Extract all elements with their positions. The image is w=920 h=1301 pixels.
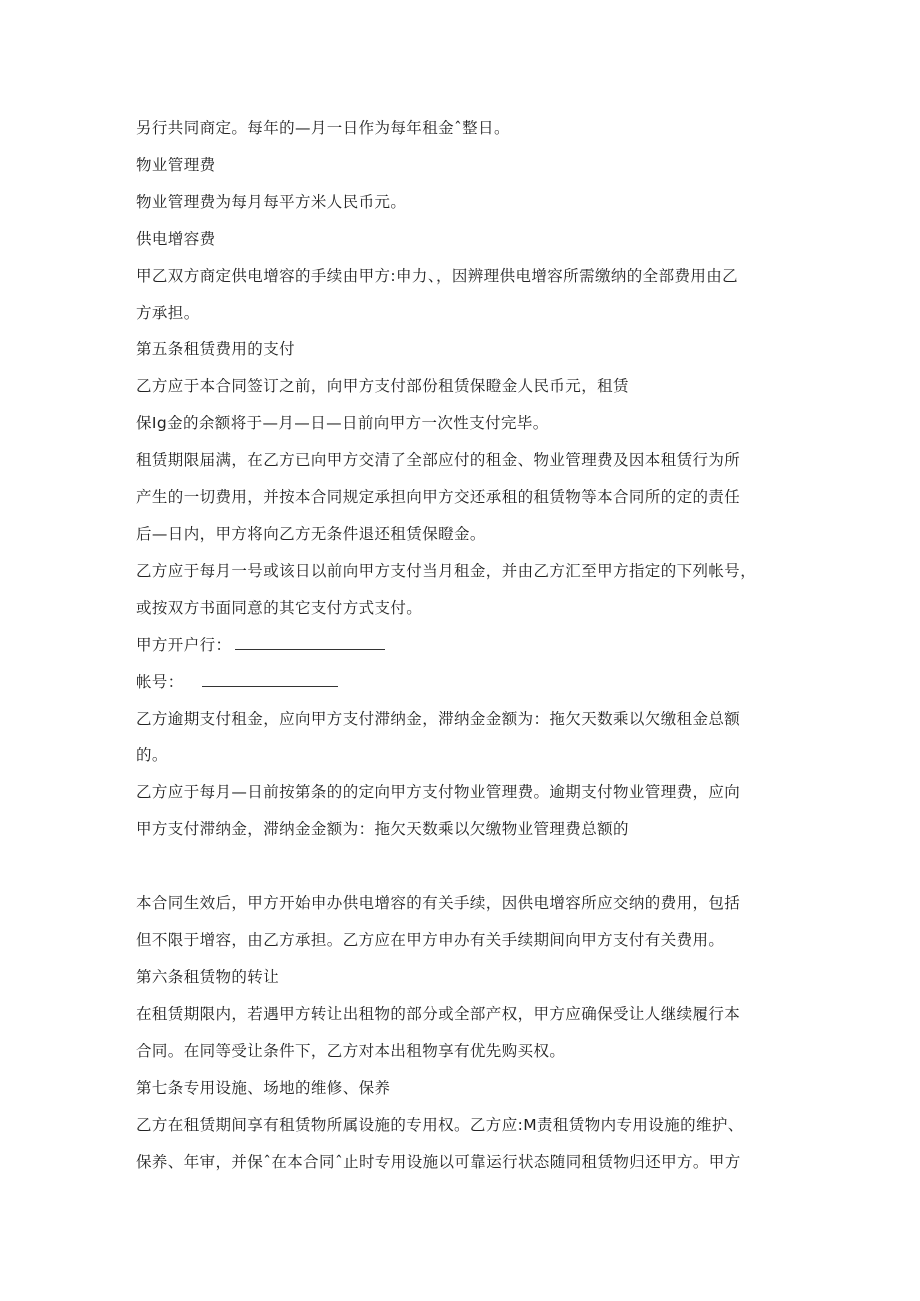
- body-text-line: 甲乙双方商定供电增容的手续由甲方:申力、，因辨理供电增容所需缴纳的全部费用由乙: [136, 267, 739, 285]
- body-text-line: 乙方逾期支付租金，应向甲方支付滞纳金，滞纳金金额为：拖欠天数乘以欠缴租金总额: [136, 710, 741, 728]
- body-text-line: 保Ig金的余额将于—月—日—日前向甲方一次性支付完毕。: [136, 414, 549, 432]
- body-text-line: 物业管理费为每月每平方米人民币元。: [136, 193, 407, 211]
- body-text-line: 的。: [136, 746, 168, 764]
- body-text-line: 甲方支付滞纳金，滞纳金金额为：拖欠天数乘以欠缴物业管理费总额的: [136, 820, 629, 838]
- bank-field-line: [136, 635, 385, 655]
- account-field-line: [136, 672, 338, 692]
- body-text-line: 合同。在同等受让条件下，乙方对本出租物享有优先购买权。: [136, 1042, 566, 1060]
- body-text-line: 另行共同商定。每年的—月一日作为每年租金ˆ整日。: [136, 119, 510, 137]
- section-heading: 物业管理费: [136, 156, 216, 174]
- article-heading: 第五条租赁费用的支付: [136, 340, 296, 358]
- body-text-line: 后—日内，甲方将向乙方无条件退还租赁保瞪金。: [136, 525, 486, 543]
- account-field-label: 帐号：: [136, 673, 184, 691]
- body-text-line: 或按双方书面同意的其它支付方式支付。: [136, 599, 423, 617]
- body-text-line: 但不限于增容，由乙方承担。乙方应在甲方申办有关手续期间向甲方支付有关费用。: [136, 931, 725, 949]
- bank-field-blank: [235, 635, 385, 650]
- body-text-line: 在租赁期限内，若遇甲方转让出租物的部分或全部产权，甲方应确保受让人继续履行本: [136, 1005, 741, 1023]
- body-text-line: 保养、年审，并保ˆ在本合同ˆ止时专用设施以可靠运行状态随同租赁物归还甲方。甲方: [136, 1153, 741, 1171]
- article-heading: 第六条租赁物的转让: [136, 968, 280, 986]
- body-text-line: 乙方应于每月—日前按第条的的定向甲方支付物业管理费。逾期支付物业管理费，应向: [136, 783, 741, 801]
- bank-field-label: 甲方开户行：: [136, 636, 232, 654]
- body-text-line: 乙方应于本合同签订之前，向甲方支付部份租赁保瞪金人民币元，租赁: [136, 377, 629, 395]
- body-text-line: 产生的一切费用，并按本合同规定承担向甲方交还承租的租赁物等本合同所的定的责任: [136, 488, 741, 506]
- account-field-blank: [202, 672, 338, 687]
- body-text-line: 乙方在租赁期间享有租赁物所属设施的专用权。乙方应:M责租赁物内专用设施的维护、: [136, 1116, 744, 1134]
- body-text-line: 本合同生效后，甲方开始申办供电增容的有关手续，因供电增容所应交纳的费用，包括: [136, 894, 741, 912]
- body-text-line: 方承担。: [136, 304, 200, 322]
- body-text-line: 租赁期限届满，在乙方已向甲方交清了全部应付的租金、物业管理费及因本租赁行为所: [136, 451, 741, 469]
- body-text-line: 乙方应于每月一号或该日以前向甲方支付当月租金，并由乙方汇至甲方指定的下列帐号，: [136, 562, 757, 580]
- section-heading: 供电增容费: [136, 230, 216, 248]
- article-heading: 第七条专用设施、场地的维修、保养: [136, 1079, 391, 1097]
